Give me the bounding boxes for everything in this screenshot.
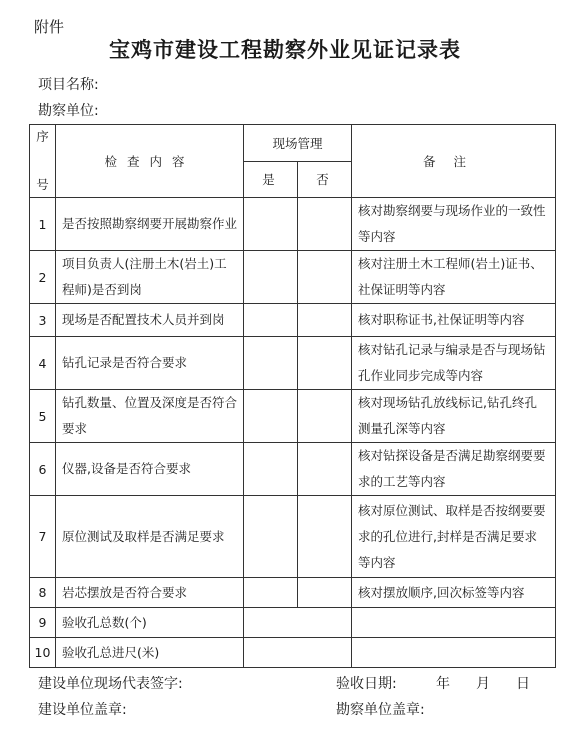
acceptance-date (336, 673, 530, 693)
rep-signature-label: 建设单位现场代表签字: (38, 676, 183, 692)
row-note: 核对现场钻孔放线标记,钻孔终孔测量孔深等内容 (352, 390, 556, 443)
row-item: 钻孔记录是否符合要求 (56, 337, 244, 390)
table-row (30, 390, 556, 443)
acceptance-date-label: 验收日期: (336, 676, 397, 692)
no-cell[interactable] (298, 251, 352, 304)
yes-cell[interactable] (244, 337, 298, 390)
inspection-table (29, 124, 556, 668)
day-label: 日 (516, 676, 530, 692)
project-name-label: 项目名称: (38, 77, 99, 93)
row-note: 核对摆放顺序,回次标签等内容 (352, 578, 556, 608)
no-cell[interactable] (298, 304, 352, 337)
header-yes: 是 (244, 161, 298, 198)
row-note: 核对注册土木工程师(岩土)证书、社保证明等内容 (352, 251, 556, 304)
year-label: 年 (436, 676, 450, 692)
row-number: 4 (30, 337, 56, 390)
table-row (30, 304, 556, 337)
table-row (30, 496, 556, 578)
header-note: 备注 (352, 125, 556, 198)
row-item: 岩芯摆放是否符合要求 (56, 578, 244, 608)
row-item: 仪器,设备是否符合要求 (56, 443, 244, 496)
yes-cell[interactable] (244, 390, 298, 443)
table-row (30, 638, 556, 668)
yes-cell[interactable] (244, 443, 298, 496)
table-row (30, 578, 556, 608)
row-note (352, 638, 556, 668)
no-cell[interactable] (298, 337, 352, 390)
no-cell[interactable] (298, 390, 352, 443)
survey-seal-label: 勘察单位盖章: (336, 702, 425, 718)
row-number: 10 (30, 638, 56, 668)
table-row (30, 608, 556, 638)
table-row (30, 443, 556, 496)
row-number: 2 (30, 251, 56, 304)
row-number: 8 (30, 578, 56, 608)
row-item: 钻孔数量、位置及深度是否符合要求 (56, 390, 244, 443)
month-label: 月 (476, 676, 490, 692)
page-title: 宝鸡市建设工程勘察外业见证记录表 (109, 37, 461, 62)
yes-cell[interactable] (244, 304, 298, 337)
survey-unit-label: 勘察单位: (38, 103, 99, 119)
header-no: 序 号 (30, 125, 56, 198)
attachment-label: 附件 (34, 18, 65, 36)
builder-seal-label: 建设单位盖章: (38, 702, 127, 718)
row-note: 核对钻孔记录与编录是否与现场钻孔作业同步完成等内容 (352, 337, 556, 390)
row-note: 核对钻探设备是否满足勘察纲要要求的工艺等内容 (352, 443, 556, 496)
row-note: 核对原位测试、取样是否按纲要要求的孔位进行,封样是否满足要求等内容 (352, 496, 556, 578)
row-item: 项目负责人(注册土木(岩土)工程师)是否到岗 (56, 251, 244, 304)
no-cell[interactable] (298, 578, 352, 608)
row-item: 验收孔总数(个) (56, 608, 244, 638)
row-note (352, 608, 556, 638)
row-item: 原位测试及取样是否满足要求 (56, 496, 244, 578)
row-note: 核对勘察纲要与现场作业的一致性等内容 (352, 198, 556, 251)
no-cell[interactable] (298, 443, 352, 496)
header-site-management: 现场管理 (244, 125, 352, 162)
value-cell[interactable] (244, 638, 352, 668)
row-item: 验收孔总进尺(米) (56, 638, 244, 668)
row-number: 7 (30, 496, 56, 578)
table-row (30, 198, 556, 251)
yes-cell[interactable] (244, 578, 298, 608)
row-number: 9 (30, 608, 56, 638)
row-note: 核对职称证书,社保证明等内容 (352, 304, 556, 337)
no-cell[interactable] (298, 198, 352, 251)
row-number: 3 (30, 304, 56, 337)
header-no-option: 否 (298, 161, 352, 198)
table-row (30, 337, 556, 390)
row-number: 5 (30, 390, 56, 443)
table-row (30, 251, 556, 304)
row-item: 现场是否配置技术人员并到岗 (56, 304, 244, 337)
yes-cell[interactable] (244, 251, 298, 304)
row-number: 6 (30, 443, 56, 496)
value-cell[interactable] (244, 608, 352, 638)
yes-cell[interactable] (244, 198, 298, 251)
yes-cell[interactable] (244, 496, 298, 578)
row-item: 是否按照勘察纲要开展勘察作业 (56, 198, 244, 251)
no-cell[interactable] (298, 496, 352, 578)
header-item: 检查内容 (56, 125, 244, 198)
row-number: 1 (30, 198, 56, 251)
